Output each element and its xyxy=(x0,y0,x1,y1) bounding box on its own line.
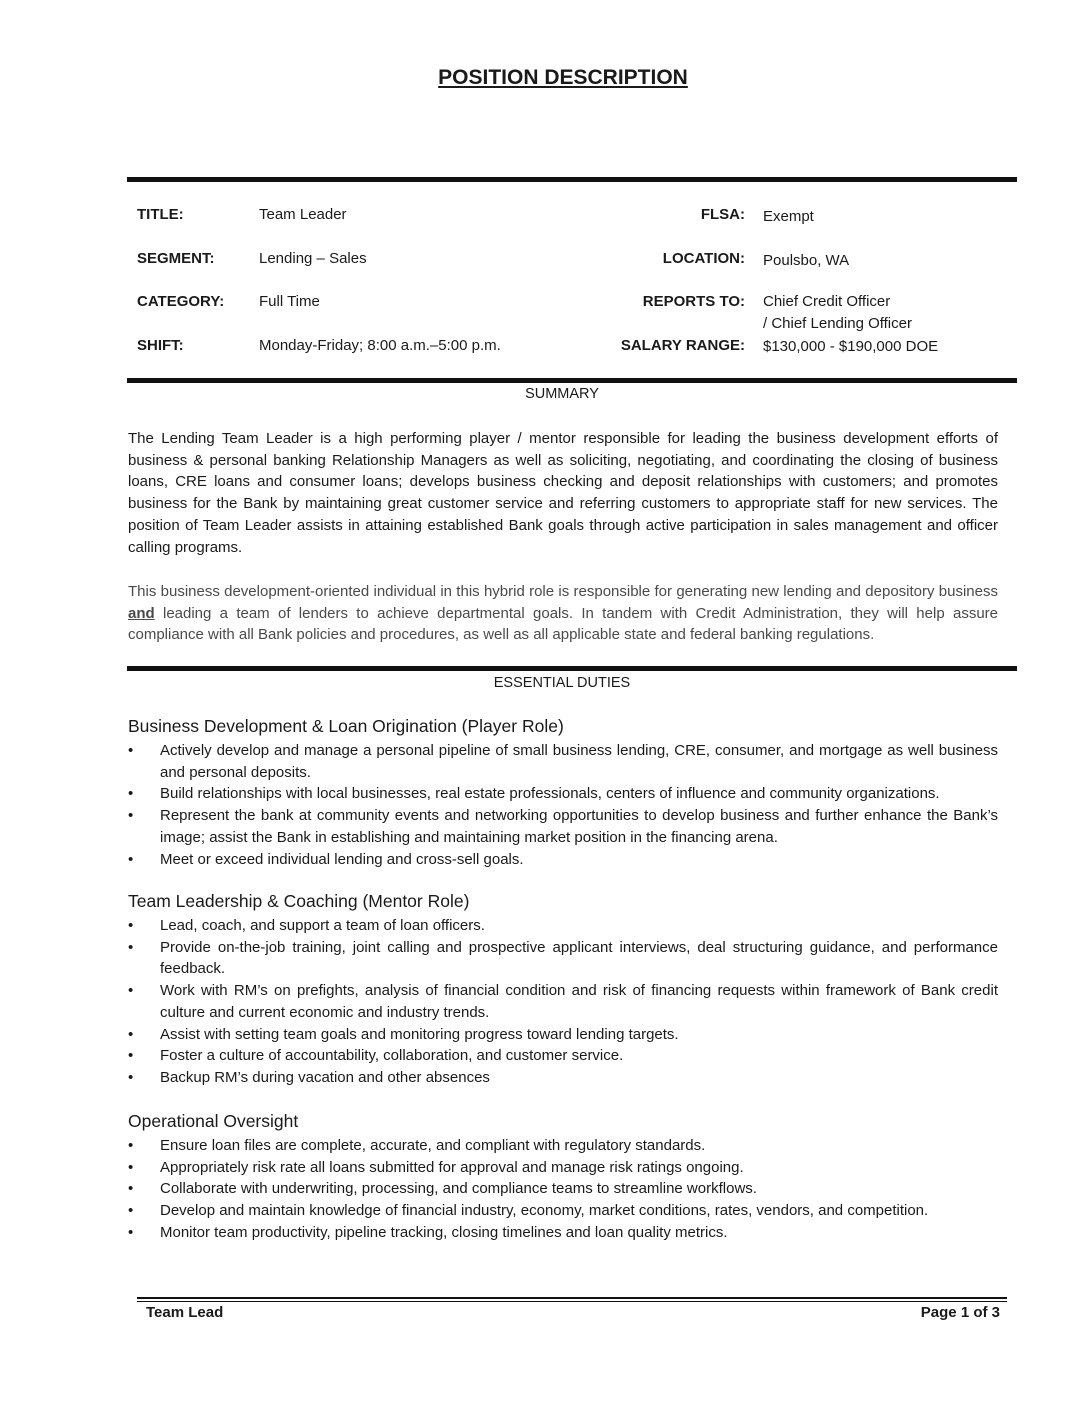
summary-paragraph-2-part-b: leading a team of lenders to achieve departmental goals. In tandem with Credit Administration, they will help assure compliance with all Bank policies and procedures, as well as all applicable state and federal banking regulations. xyxy=(128,604,998,644)
header-top-rule xyxy=(127,177,1017,182)
list-item: • Ensure loan files are complete, accurate, and compliant with regulatory standards. xyxy=(128,1135,998,1157)
list-item: • Represent the bank at community events and networking opportunities to develop business and further enhance the Bank’s image; assist the Bank in establishing and maintaining market position in the financing arena. xyxy=(128,805,998,848)
essential-duties-heading: ESSENTIAL DUTIES xyxy=(493,675,631,691)
list-item: • Assist with setting team goals and monitoring progress toward lending targets. xyxy=(128,1024,998,1046)
list-item: • Develop and maintain knowledge of financial industry, economy, market conditions, rates, vendors, and competition. xyxy=(128,1200,998,1222)
list-item: • Appropriately risk rate all loans submitted for approval and manage risk ratings ongoing. xyxy=(128,1157,998,1179)
category-label: CATEGORY: xyxy=(137,293,225,310)
list-item: • Lead, coach, and support a team of loan officers. xyxy=(128,915,998,937)
flsa-label: FLSA: xyxy=(700,206,745,223)
list-item: • Work with RM’s on prefights, analysis of financial condition and risk of financing requests within framework of Bank credit culture and current economic and industry trends. xyxy=(128,980,998,1023)
segment-label: SEGMENT: xyxy=(137,250,215,267)
list-item: • Collaborate with underwriting, processing, and compliance teams to streamline workflows. xyxy=(128,1178,998,1200)
footer-rule-1 xyxy=(137,1297,1007,1299)
duties-section-title-operational: Operational Oversight xyxy=(128,1111,299,1131)
segment-value: Lending – Sales xyxy=(259,250,367,267)
location-value: Poulsbo, WA xyxy=(763,252,850,269)
footer-rule-2 xyxy=(137,1301,1007,1302)
location-label: LOCATION: xyxy=(662,250,745,267)
duties-section-title-mentor: Team Leadership & Coaching (Mentor Role) xyxy=(128,891,470,911)
title-value: Team Leader xyxy=(259,206,347,223)
list-item: • Build relationships with local businesses, real estate professionals, centers of influence and community organizations. xyxy=(128,783,998,805)
summary-heading: SUMMARY xyxy=(525,386,599,402)
reports-to-value xyxy=(763,291,1003,335)
list-item: • Monitor team productivity, pipeline tracking, closing timelines and loan quality metrics. xyxy=(128,1222,998,1244)
duties-list-player xyxy=(128,740,998,870)
list-item: • Foster a culture of accountability, collaboration, and customer service. xyxy=(128,1045,998,1067)
reports-to-label: REPORTS TO: xyxy=(642,293,745,310)
salary-range-value: $130,000 - $190,000 DOE xyxy=(763,338,939,355)
flsa-value: Exempt xyxy=(763,208,814,225)
footer-document-name: Team Lead xyxy=(146,1304,224,1321)
category-value: Full Time xyxy=(259,293,320,310)
document-title: POSITION DESCRIPTION xyxy=(438,66,688,89)
summary-paragraph-1: The Lending Team Leader is a high performing player / mentor responsible for leading the business development efforts of business & personal banking Relationship Managers as well as soliciting, negotiating, and coordinating the closing of business loans, CRE loans and consumer loans; develops business checking and deposit relationships with customers; and promotes business for the Bank by maintaining great customer service and referring customers to appropriate staff for new services. The position of Team Leader assists in attaining established Bank goals through active participation in sales management and officer calling programs. xyxy=(128,430,998,556)
salary-range-label: SALARY RANGE: xyxy=(620,337,745,354)
summary-paragraph-2-part-a: This business development-oriented individual in this hybrid role is responsible for generating new lending and depository business xyxy=(128,583,998,600)
list-item: • Backup RM’s during vacation and other absences xyxy=(128,1067,998,1089)
duties-list-mentor xyxy=(128,915,998,1089)
list-item: • Actively develop and manage a personal pipeline of small business lending, CRE, consumer, and mortgage as well business and personal deposits. xyxy=(128,740,998,783)
duties-list-operational xyxy=(128,1135,998,1244)
emphasis-and: and xyxy=(128,604,155,622)
shift-label: SHIFT: xyxy=(137,337,184,354)
shift-value: Monday-Friday; 8:00 a.m.–5:00 p.m. xyxy=(259,337,501,354)
header-bottom-rule xyxy=(127,378,1017,383)
title-label: TITLE: xyxy=(137,206,184,223)
list-item: • Provide on-the-job training, joint calling and prospective applicant interviews, deal structuring guidance, and performance feedback. xyxy=(128,937,998,980)
duties-section-title-player: Business Development & Loan Origination (Player Role) xyxy=(128,716,564,736)
footer-page-number: Page 1 of 3 xyxy=(920,1304,1000,1321)
summary-paragraph-2 xyxy=(128,581,998,646)
reports-to-line-2: / Chief Lending Officer xyxy=(763,315,912,332)
list-item: • Meet or exceed individual lending and cross-sell goals. xyxy=(128,849,998,871)
duties-top-rule xyxy=(127,666,1017,671)
reports-to-line-1: Chief Credit Officer xyxy=(763,293,891,310)
